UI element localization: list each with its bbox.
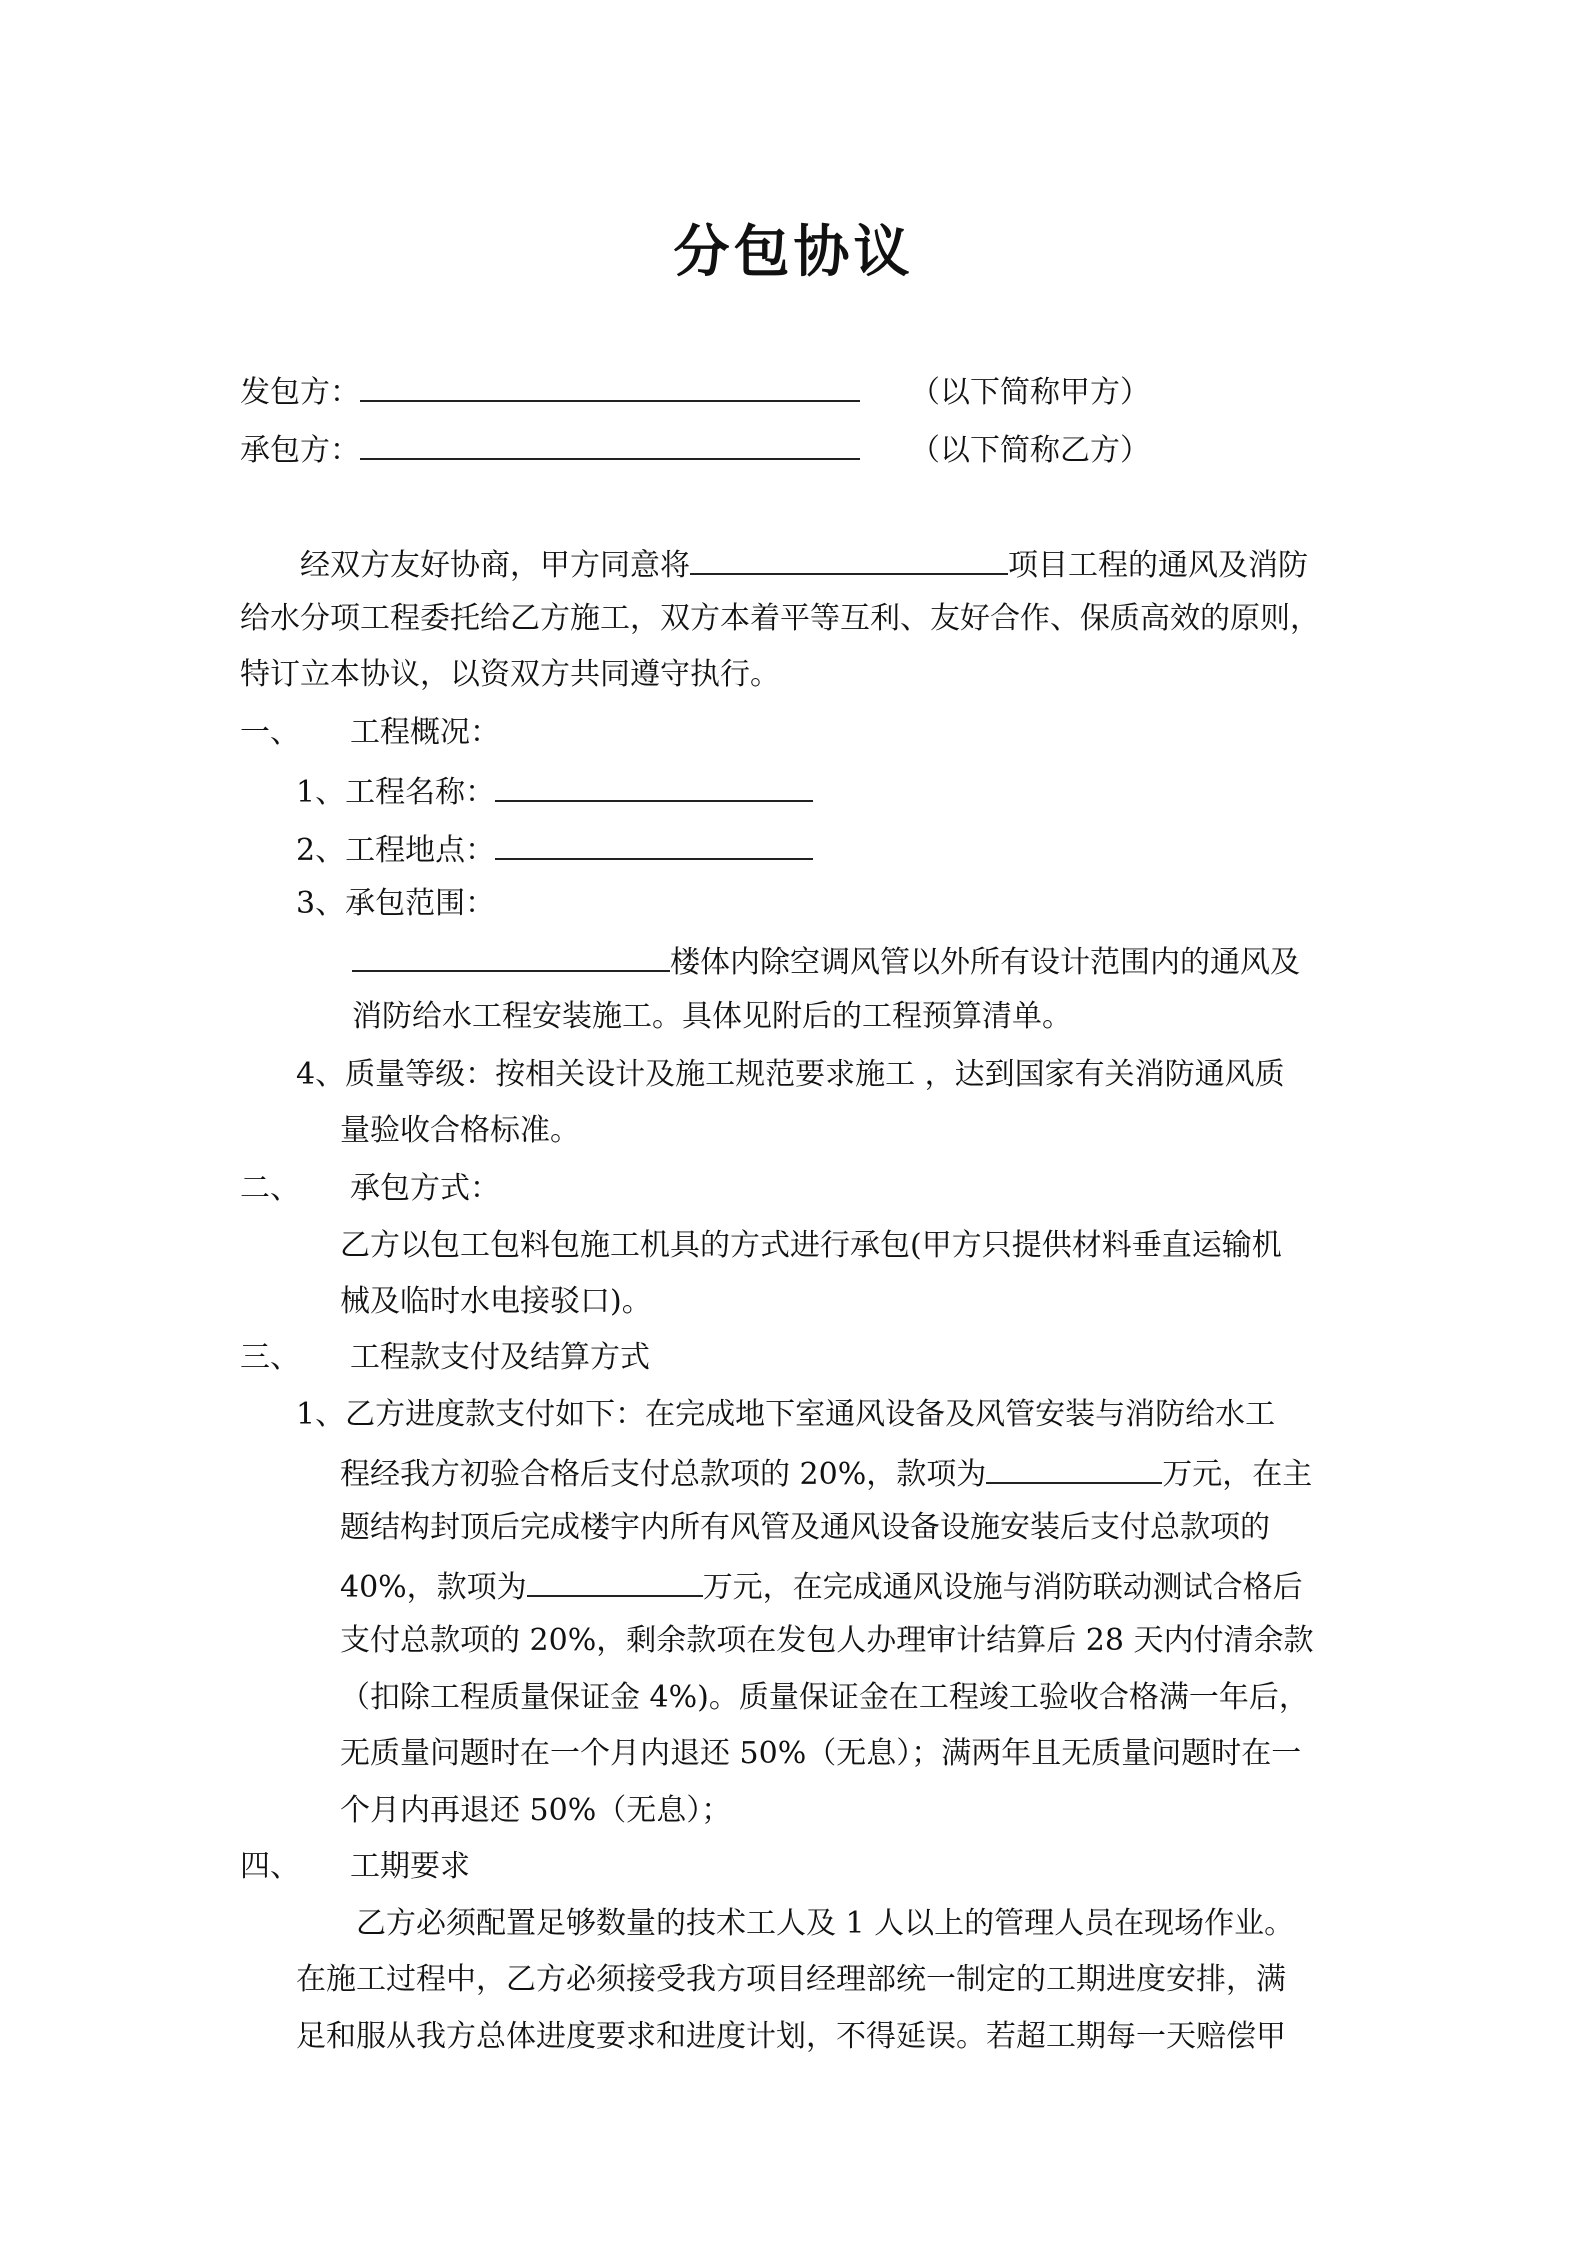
payment-line-8: 个月内再退还 50%（无息）； [340,1793,732,1828]
schedule-line-2: 在施工过程中，乙方必须接受我方项目经理部统一制定的工期进度安排，满 [296,1962,1286,1997]
payment-line-5: 支付总款项的 20%，剩余款项在发包人办理审计结算后 28 天内付清余款 [340,1623,1314,1658]
project-name-blank[interactable] [690,543,1008,575]
quality-line-2: 量验收合格标准。 [340,1113,580,1148]
section-1-title: 工程概况： [350,715,500,750]
scope-line-1 [352,940,1300,983]
intro-line-2: 给水分项工程委托给乙方施工，双方本着平等互利、友好合作、保质高效的原则， [240,601,1320,636]
scope-line-2: 消防给水工程安装施工。具体见附后的工程预算清单。 [352,999,1072,1034]
contractor-note: （以下简称甲方） [910,375,1150,410]
section-2-title: 承包方式： [350,1171,500,1206]
project-name-row [296,770,813,813]
payment-line-4-b: 万元，在完成通风设施与消防联动测试合格后 [702,1570,1303,1605]
contractor-row [240,370,1150,413]
scope-label: 3、承包范围： [296,886,496,921]
section-1-number: 一、 [240,715,300,750]
project-name-field[interactable] [495,770,813,802]
section-3-number: 三、 [240,1340,300,1375]
payment-line-2 [340,1452,1312,1495]
subcontractor-label: 承包方： [240,433,360,468]
project-name-label: 1、工程名称： [296,775,496,810]
section-2-number: 二、 [240,1171,300,1206]
payment-line-1: 1、乙方进度款支付如下：在完成地下室通风设备及风管安装与消防给水工 [296,1397,1276,1432]
section-2-line-1: 乙方以包工包料包施工机具的方式进行承包(甲方只提供材料垂直运输机 [340,1228,1282,1263]
project-location-field[interactable] [495,828,813,860]
project-location-label: 2、工程地点： [296,833,496,868]
payment-line-2-b: 万元，在主 [1162,1457,1313,1492]
payment-line-7: 无质量问题时在一个月内退还 50%（无息）；满两年且无质量问题时在一 [340,1736,1302,1771]
payment-line-6: （扣除工程质量保证金 4%)。质量保证金在工程竣工验收合格满一年后， [340,1680,1309,1715]
payment-amount-1-blank[interactable] [986,1452,1162,1484]
scope-text-1: 楼体内除空调风管以外所有设计范围内的通风及 [670,945,1300,980]
scope-building-blank[interactable] [352,940,670,972]
subcontractor-blank[interactable] [360,428,860,460]
schedule-line-3: 足和服从我方总体进度要求和进度计划，不得延误。若超工期每一天赔偿甲 [296,2019,1286,2054]
quality-line-1: 4、质量等级：按相关设计及施工规范要求施工 ，达到国家有关消防通风质 [296,1057,1285,1092]
subcontractor-note: （以下简称乙方） [910,433,1150,468]
section-3-title: 工程款支付及结算方式 [350,1340,650,1375]
contractor-label: 发包方： [240,375,360,410]
intro-line-1 [300,543,1308,586]
payment-line-4-a: 40%，款项为 [340,1570,527,1605]
section-4-number: 四、 [240,1849,300,1884]
payment-line-3: 题结构封顶后完成楼宇内所有风管及通风设备设施安装后支付总款项的 [340,1510,1270,1545]
contractor-blank[interactable] [360,370,860,402]
project-location-row [296,828,813,871]
payment-line-2-a: 程经我方初验合格后支付总款项的 20%，款项为 [340,1457,987,1492]
subcontractor-row [240,428,1150,471]
intro-text-a: 经双方友好协商，甲方同意将 [300,548,690,583]
section-4-title: 工期要求 [350,1849,470,1884]
section-3-heading [240,1338,650,1378]
section-2-heading [240,1169,500,1209]
payment-amount-2-blank[interactable] [527,1565,703,1597]
section-1-heading [240,713,500,753]
intro-text-b: 项目工程的通风及消防 [1008,548,1308,583]
payment-line-4 [340,1565,1303,1608]
section-2-line-2: 械及临时水电接驳口)。 [340,1284,652,1319]
section-4-heading [240,1847,470,1887]
document-title: 分包协议 [673,219,914,285]
schedule-line-1: 乙方必须配置足够数量的技术工人及 1 人以上的管理人员在现场作业。 [356,1906,1295,1941]
intro-line-3: 特订立本协议，以资双方共同遵守执行。 [240,657,780,692]
